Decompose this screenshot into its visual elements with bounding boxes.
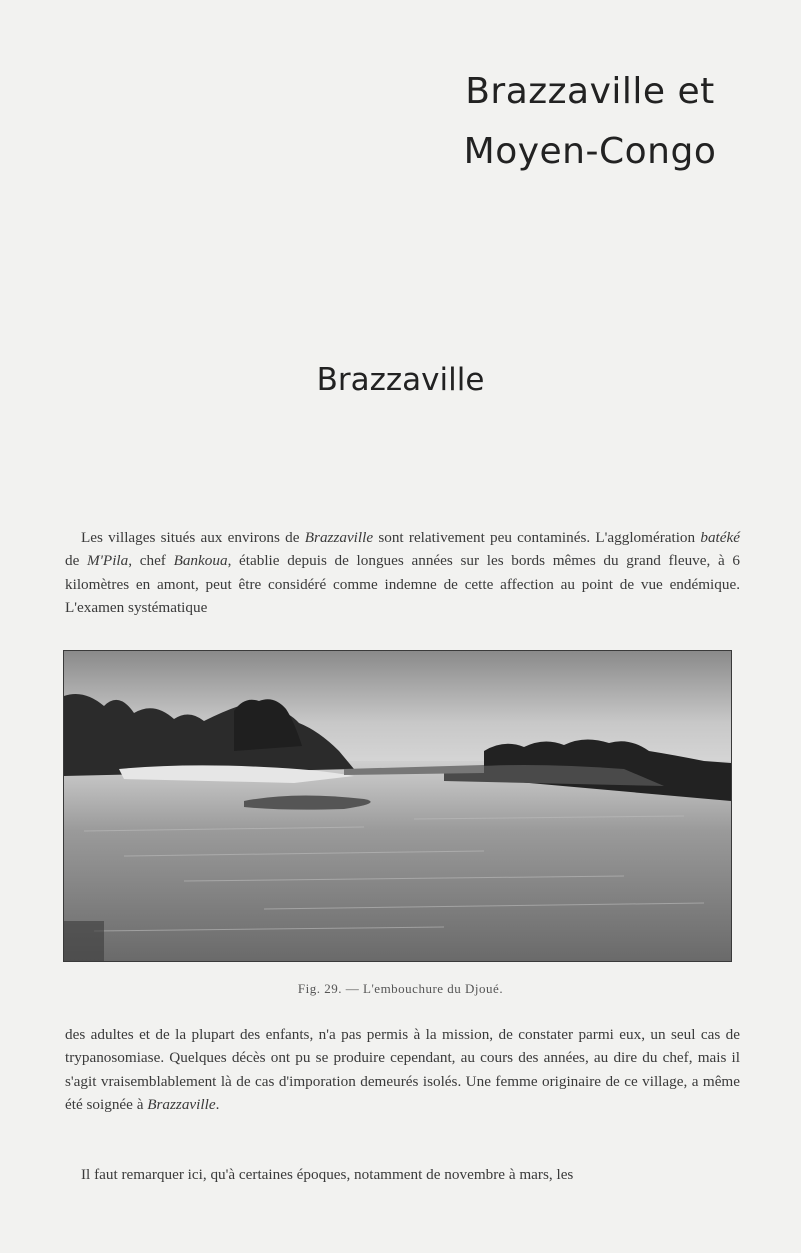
paragraph-2 bbox=[65, 1023, 740, 1117]
river-mouth-photo bbox=[63, 650, 732, 962]
text-run: des adultes et de la plupart des enfants, n'a pas permis à la mission, de constater parmi eux, un seul cas de trypanosomiase. Quelques décès ont pu se produire cependant, au cours des années, au dire du chef, mais il s'agit vraisemblablement là de cas d'imporation demeurés isolés. Une femme originaire de ce village, a même été soignée à bbox=[65, 1026, 740, 1114]
chapter-title-line-1: Brazzaville et bbox=[465, 71, 715, 112]
paragraph-1 bbox=[65, 526, 740, 620]
text-run: , chef bbox=[128, 552, 174, 570]
italic-run: Bankoua bbox=[173, 552, 228, 570]
figure-caption: Fig. 29. — L'embouchure du Djoué. bbox=[297, 981, 504, 996]
text-run: Les villages situés aux environs de bbox=[81, 529, 305, 546]
chapter-title-line-2: Moyen-Congo bbox=[463, 131, 717, 172]
text-run: de bbox=[65, 552, 88, 570]
italic-run: Brazzaville bbox=[304, 529, 374, 546]
italic-run: Brazzaville bbox=[147, 1096, 216, 1114]
italic-run: batéké bbox=[700, 529, 740, 546]
section-title: Brazzaville bbox=[316, 362, 485, 398]
text-run: sont relativement peu contaminés. L'agglomération bbox=[373, 529, 701, 546]
paragraph-3: Il faut remarquer ici, qu'à certaines époques, notamment de novembre à mars, les bbox=[81, 1166, 574, 1183]
italic-run: M'Pila bbox=[87, 552, 129, 570]
text-run: . bbox=[215, 1096, 220, 1114]
chapter-title bbox=[400, 62, 780, 182]
text-run: , établie depuis de longues années sur les bords mêmes du grand fleuve, à 6 kilomètres en amont, peut être considéré comme indemne de cette affection au point de vue endémique. L'examen systématique bbox=[65, 552, 741, 617]
